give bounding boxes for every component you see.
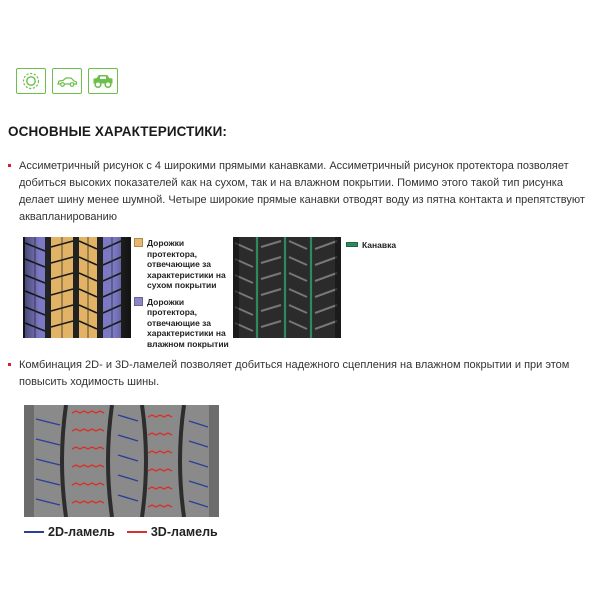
track-legend (134, 238, 229, 349)
legend-label-wet: Дорожки протектора, отвечающие за характеристики на влажном покрытии (147, 296, 229, 349)
suv-icon (92, 73, 114, 89)
bullet-marker (8, 363, 11, 366)
section-heading: ОСНОВНЫЕ ХАРАКТЕРИСТИКИ: (8, 124, 228, 139)
legend-item-groove (346, 240, 396, 251)
legend-item-wet (134, 297, 229, 350)
tire-category-icons (16, 68, 118, 94)
legend-label-dry: Дорожки протектора, отвечающие за характеристики на сухом покрытии (147, 238, 226, 290)
car-icon-button[interactable] (52, 68, 82, 94)
legend-label-3d: 3D-ламель (150, 525, 218, 539)
legend-swatch-dry (134, 238, 143, 247)
season-icon (21, 71, 41, 91)
feature-text: Комбинация 2D- и 3D-ламелей позволяет добиться надежного сцепления на влажном покрытии и при этом повысить ходимость шины. (19, 359, 570, 388)
bullet-marker (8, 164, 11, 167)
legend-label-groove: Канавка (362, 240, 397, 250)
legend-line-2d (24, 531, 44, 533)
groove-legend (346, 240, 396, 251)
feature-bullet (8, 357, 593, 391)
car-icon (56, 74, 78, 88)
legend-swatch-groove (346, 242, 358, 247)
feature-bullet (8, 158, 593, 226)
feature-text: Ассиметричный рисунок с 4 широкими прямыми канавками. Ассиметричный рисунок протектора позволяет добиться высоких показателей как на сухом, так и на влажном покрытии. Помимо этого такой тип рисунка делает шину менее шумной. Четыре широкие прямые канавки отводят воду из пятна контакта и препятствуют аквапланированию (19, 160, 585, 223)
suv-icon-button[interactable] (88, 68, 118, 94)
legend-line-3d (127, 531, 147, 533)
sipes-image (24, 405, 219, 517)
legend-label-2d: 2D-ламель (48, 525, 115, 539)
season-icon-button[interactable] (16, 68, 46, 94)
sipe-legend (24, 525, 218, 539)
legend-swatch-wet (134, 297, 143, 306)
tread-tracks-image (23, 237, 131, 338)
legend-item-dry (134, 238, 229, 291)
tread-grooves-image (233, 237, 341, 338)
